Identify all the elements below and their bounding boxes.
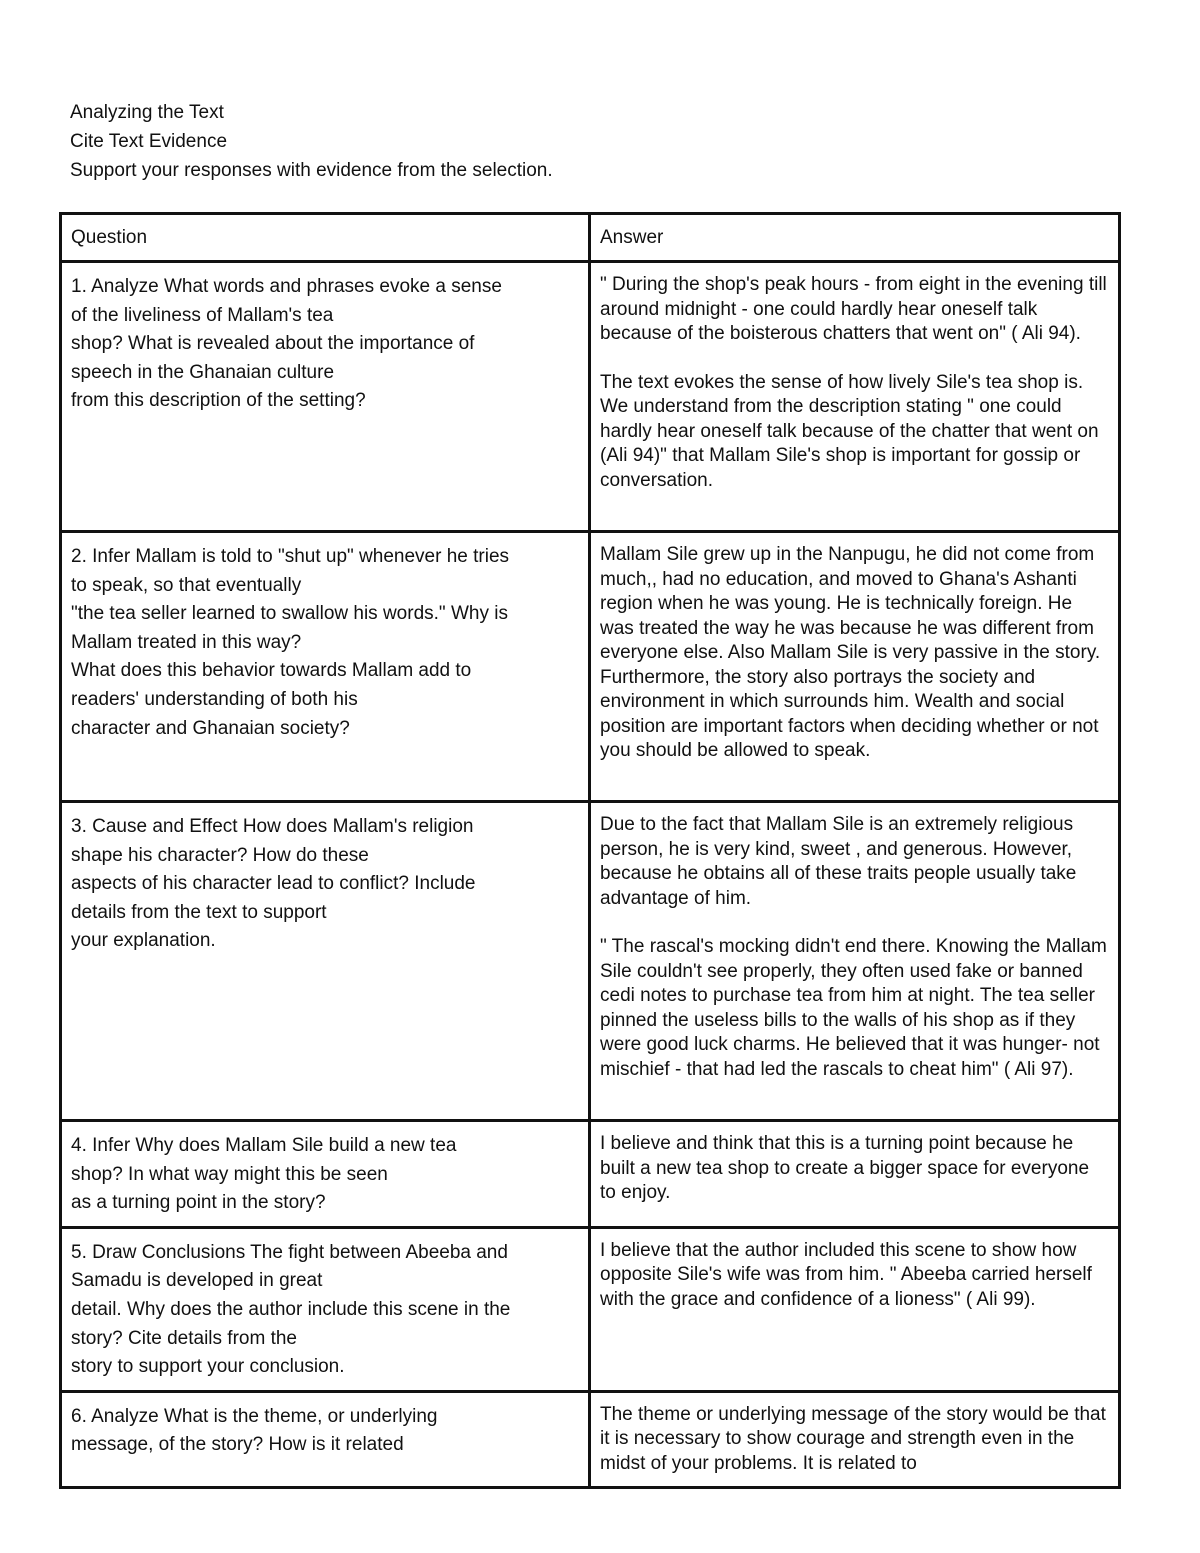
- answer-paragraph: The theme or underlying message of the story would be that it is necessary to show courage and strength even in the midst of your problems. It is related to: [600, 1403, 1106, 1474]
- table-row-6: [61, 1391, 1120, 1487]
- question-answer-table: [59, 212, 1121, 1489]
- answer-cell: [590, 262, 1120, 532]
- table-row-4: [61, 1121, 1120, 1228]
- table-header-row: [61, 214, 1120, 262]
- question-text: 2. Infer Mallam is told to "shut up" whenever he tries to speak, so that eventually "the tea seller learned to swallow his words." Why is Mallam treated in this way? What does this behavior towards Mallam add to readers' understanding of both his character and Ghanaian society?: [71, 546, 510, 739]
- table-row-1: [61, 262, 1120, 532]
- section-title: Analyzing the Text: [70, 102, 224, 123]
- question-text: 3. Cause and Effect How does Mallam's religion shape his character? How do these aspects of his character lead to conflict? Include details from the text to support your explanation.: [71, 816, 476, 952]
- answer-paragraph: I believe that the author included this scene to show how opposite Sile's wife was from him. " Abeeba carried herself with the grace and confidence of a lioness" ( Ali 99).: [600, 1239, 1092, 1310]
- answer-cell: [590, 532, 1120, 802]
- answer-cell: [590, 1227, 1120, 1391]
- section-subtitle: Cite Text Evidence: [70, 131, 228, 152]
- answer-paragraph: Mallam Sile grew up in the Nanpugu, he did not come from much,, had no education, and moved to Ghana's Ashanti region when he was young. He is technically foreign. He was treated the way he was because he was different from everyone else. Also Mallam Sile is very passive in the story. Furthermore, the story also portrays the society and environment in which surrounds him. Wealth and social position are important factors when deciding whether or not you should be allowed to speak.: [600, 544, 1101, 761]
- question-text: 6. Analyze What is the theme, or underlying message, of the story? How is it related: [71, 1405, 438, 1456]
- question-cell: [61, 802, 590, 1121]
- question-text: 4. Infer Why does Mallam Sile build a new tea shop? In what way might this be seen as a turning point in the story?: [71, 1135, 457, 1214]
- answer-paragraph: Due to the fact that Mallam Sile is an extremely religious person, he is very kind, sweet , and generous. However, because he obtains all of these traits people usually take advantage of him.: [600, 814, 1077, 909]
- question-cell: [61, 532, 590, 802]
- answer-paragraph: " During the shop's peak hours - from eight in the evening till around midnight - one could hardly hear oneself talk because of the boisterous chatters that went on" ( Ali 94).: [600, 274, 1107, 344]
- table-row-5: [61, 1227, 1120, 1391]
- document-header: [70, 98, 553, 185]
- question-cell: [61, 1121, 590, 1228]
- instructions: Support your responses with evidence from the selection.: [70, 160, 553, 181]
- table-row-3: [61, 802, 1120, 1121]
- answer-cell: [590, 1391, 1120, 1487]
- question-cell: [61, 1227, 590, 1391]
- answer-text: [600, 1239, 1110, 1313]
- answer-text: [600, 813, 1110, 1082]
- question-cell: [61, 1391, 590, 1487]
- answer-text: [600, 1132, 1110, 1206]
- answer-text: [600, 273, 1110, 493]
- answer-paragraph: I believe and think that this is a turning point because he built a new tea shop to create a bigger space for everyone to enjoy.: [600, 1133, 1090, 1203]
- answer-text: [600, 1403, 1110, 1477]
- answer-paragraph: " The rascal's mocking didn't end there. Knowing the Mallam Sile couldn't see properly, they often used fake or banned cedi notes to purchase tea from him at night. The tea seller pinned the useless bills to the walls of his shop as if they were good luck charms. He believed that it was hunger- not mischief - that had led the rascals to cheat him" ( Ali 97).: [600, 936, 1107, 1080]
- question-column-header: Question: [61, 214, 590, 262]
- question-text: 5. Draw Conclusions The fight between Abeeba and Samadu is developed in great detail. Why does the author include this scene in the story? Cite details from the story to support your conclusion.: [71, 1241, 511, 1378]
- answer-cell: [590, 1121, 1120, 1228]
- table-row-2: [61, 532, 1120, 802]
- question-cell: [61, 262, 590, 532]
- answer-text: [600, 543, 1110, 764]
- question-text: 1. Analyze What words and phrases evoke a sense of the liveliness of Mallam's tea shop? What is revealed about the importance of speech in the Ghanaian culture from this description of the setting?: [71, 276, 502, 412]
- answer-column-header: Answer: [590, 214, 1120, 262]
- answer-paragraph: The text evokes the sense of how lively Sile's tea shop is. We understand from the description stating " one could hardly hear oneself talk because of the chatter that went on (Ali 94)" that Mallam Sile's shop is important for gossip or conversation.: [600, 371, 1099, 491]
- answer-cell: [590, 802, 1120, 1121]
